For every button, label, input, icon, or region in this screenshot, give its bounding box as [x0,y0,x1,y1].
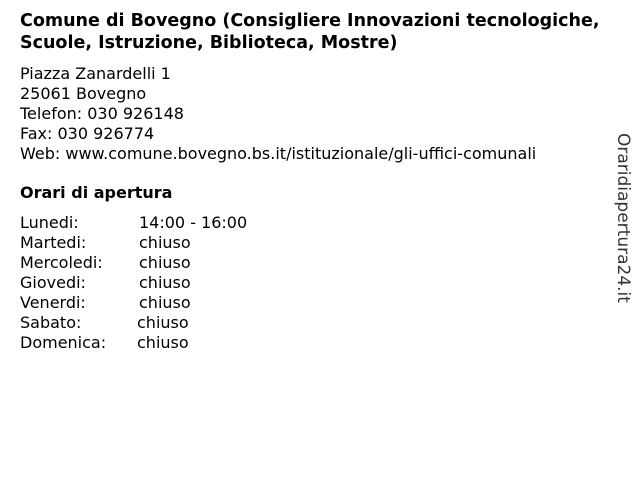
hours-time: chiuso [139,293,191,312]
fax-number: Fax: 030 926774 [20,124,155,143]
hours-time: chiuso [139,233,191,252]
page-title: Comune di Bovegno (Consigliere Innovazioni tecnologiche, Scuole, Istruzione, Biblioteca, Mostre) [20,11,600,53]
hours-day: Sabato: [20,313,82,332]
hours-time: chiuso [137,313,189,332]
hours-day: Lunedi: [20,213,79,232]
address-street: Piazza Zanardelli 1 [20,64,171,83]
website-link[interactable]: Web: www.comune.bovegno.bs.it/istituzionale/gli-uffici-comunali [20,144,537,163]
hours-day: Domenica: [20,333,107,352]
site-watermark: Oraridiapertura24.it [613,133,633,303]
opening-hours-heading: Orari di apertura [20,183,173,202]
address-block [20,64,536,164]
hours-time: 14:00 - 16:00 [139,213,248,232]
hours-day: Mercoledi: [20,253,103,272]
phone-number: Telefon: 030 926148 [20,104,184,123]
address-city: 25061 Bovegno [20,84,147,103]
hours-time: chiuso [139,253,191,272]
hours-day: Venerdi: [20,293,86,312]
hours-time: chiuso [137,333,189,352]
hours-day: Giovedi: [20,273,86,292]
hours-day: Martedi: [20,233,87,252]
hours-time: chiuso [139,273,191,292]
